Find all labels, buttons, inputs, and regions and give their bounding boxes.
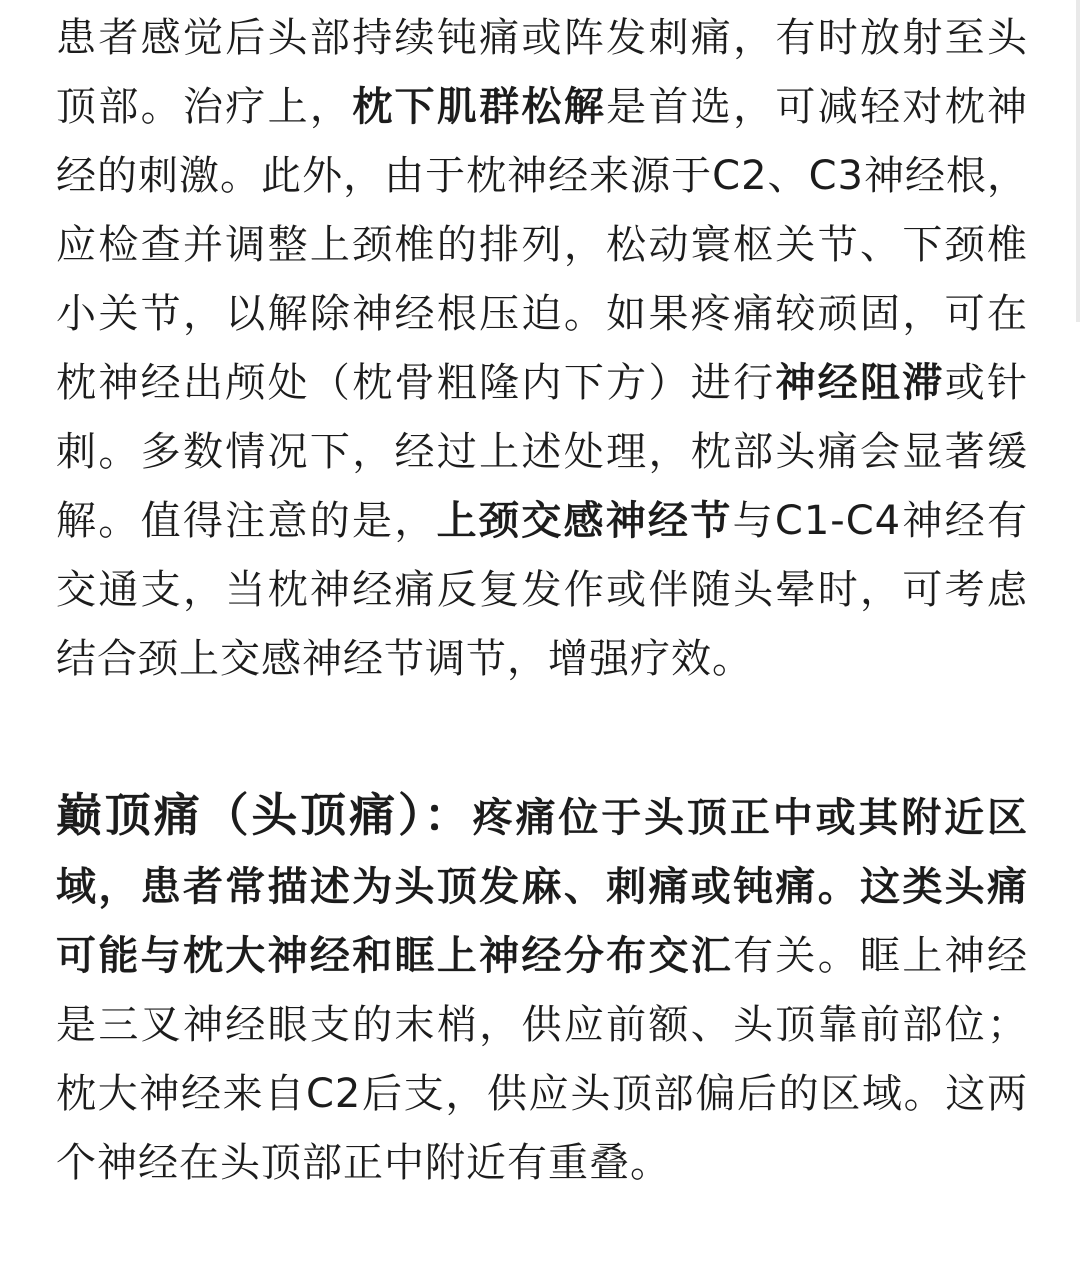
bold-text-segment: 疼痛位于头顶正中或其附近区域，患者常描述为头顶发麻、刺痛或钝痛。这类头痛可能与枕大神经和眶上神经分布交汇 xyxy=(56,795,1029,979)
scrollbar-track[interactable] xyxy=(1076,0,1080,322)
bold-term-nerve-block: 神经阻滞 xyxy=(775,360,945,406)
text-segment: 与C1-C4神经有交通支，当枕神经痛反复发作或伴随头晕时，可考虑结合颈上交感神经节调节，增强疗效。 xyxy=(56,498,1028,682)
text-segment: 或针刺。多数情况下，经过上述处理，枕部头痛会显著缓解。值得注意的是， xyxy=(56,360,1029,544)
text-segment: 是首选，可减轻对枕神经的刺激。此外，由于枕神经来源于C2、C3神经根，应检查并调整上颈椎的排列，松动寰枢关节、下颈椎小关节，以解除神经根压迫。如果疼痛较顽固，可在枕神经出颅处（枕骨粗隆内下方）进行 xyxy=(56,84,1029,406)
paragraph-occipital-pain xyxy=(56,0,1028,694)
section-heading: 巅顶痛（头顶痛）： xyxy=(56,788,473,842)
bold-term-superior-cervical-ganglion: 上颈交感神经节 xyxy=(436,498,733,544)
article-body xyxy=(56,0,1028,1198)
text-segment: 有关。眶上神经是三叉神经眼支的末梢，供应前额、头顶靠前部位；枕大神经来自C2后支，供应头顶部偏后的区域。这两个神经在头顶部正中附近有重叠。 xyxy=(56,933,1029,1186)
text-segment: 患者感觉后头部持续钝痛或阵发刺痛，有时放射至头顶部。治疗上， xyxy=(56,15,1028,130)
bold-term-suboccipital-release: 枕下肌群松解 xyxy=(352,84,607,130)
paragraph-vertex-pain xyxy=(56,781,1028,1198)
